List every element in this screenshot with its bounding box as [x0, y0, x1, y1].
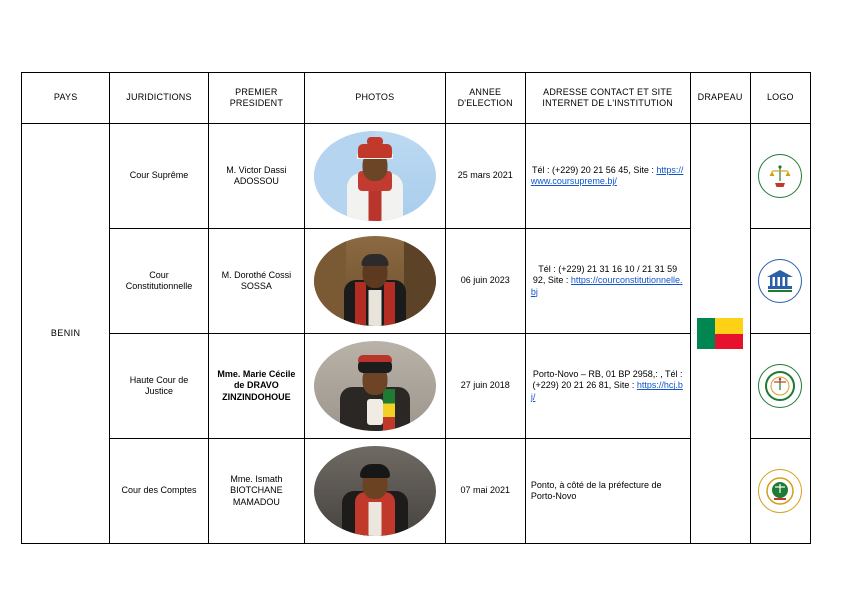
- header-juridictions: JURIDICTIONS: [110, 73, 208, 124]
- logo-cour-des-comptes: [757, 468, 803, 514]
- cell-premier-president: Mme. Marie Cécile de DRAVO ZINZINDOHOUE: [208, 334, 304, 439]
- table-row: [22, 124, 811, 229]
- cell-adresse-contact: [525, 334, 690, 439]
- cell-annee-election: 27 juin 2018: [445, 334, 525, 439]
- logo-cour-constitutionnelle: [757, 258, 803, 304]
- cell-adresse-contact: [525, 439, 690, 544]
- header-row: [22, 73, 811, 124]
- cell-pays-benin: BENIN: [22, 124, 110, 544]
- site-link[interactable]: https://www.coursupreme.bj/: [530, 164, 684, 186]
- header-logo: LOGO: [750, 73, 810, 124]
- header-adresse-contact: ADRESSE CONTACT ET SITE INTERNET DE L'INSTITUTION: [525, 73, 690, 124]
- cell-logo: [750, 439, 810, 544]
- cell-annee-election: 06 juin 2023: [445, 229, 525, 334]
- cell-juridiction: Haute Cour de Justice: [110, 334, 208, 439]
- cell-adresse-contact: [525, 124, 690, 229]
- header-annee-election: ANNEE D'ELECTION: [445, 73, 525, 124]
- cell-juridiction: Cour Suprême: [110, 124, 208, 229]
- cell-premier-president: Mme. Ismath BIOTCHANE MAMADOU: [208, 439, 304, 544]
- photo-dorothe-cossi-sossa: [311, 235, 439, 327]
- cell-premier-president: M. Dorothé Cossi SOSSA: [208, 229, 304, 334]
- site-link[interactable]: https://courconstitutionnelle.bj: [530, 275, 683, 297]
- photo-ismath-biotchane-mamadou: [311, 445, 439, 537]
- adresse-text: Tél : (+229) 21 31 16 10 / 21 31 59 92, Site :: [532, 264, 678, 286]
- cell-adresse-contact: [525, 229, 690, 334]
- cell-annee-election: 07 mai 2021: [445, 439, 525, 544]
- photo-marie-cecile-de-dravo-zinzindohoue: [311, 340, 439, 432]
- table-header: [22, 73, 811, 124]
- logo-haute-cour-de-justice: [757, 363, 803, 409]
- juridictions-table: [21, 72, 811, 544]
- site-link[interactable]: https://hcj.bj/: [530, 380, 683, 402]
- cell-juridiction: Cour Constitutionnelle: [110, 229, 208, 334]
- table-body: [22, 124, 811, 544]
- cell-drapeau: [690, 124, 750, 544]
- header-pays: PAYS: [22, 73, 110, 124]
- cell-premier-president: M. Victor Dassi ADOSSOU: [208, 124, 304, 229]
- adresse-text: Porto-Novo – RB, 01 BP 2958,: , Tél : (+229) 20 21 26 81, Site :: [532, 369, 683, 391]
- cell-photo: [305, 124, 446, 229]
- cell-photo: [305, 334, 446, 439]
- header-photos: PHOTOS: [305, 73, 446, 124]
- drapeau-benin-icon: [697, 318, 743, 349]
- cell-logo: [750, 229, 810, 334]
- cell-logo: [750, 124, 810, 229]
- header-drapeau: DRAPEAU: [690, 73, 750, 124]
- cell-annee-election: 25 mars 2021: [445, 124, 525, 229]
- cell-photo: [305, 439, 446, 544]
- adresse-text: Tél : (+229) 20 21 56 45, Site :: [532, 164, 654, 175]
- cell-logo: [750, 334, 810, 439]
- cell-photo: [305, 229, 446, 334]
- adresse-text: Ponto, à côté de la préfecture de Porto-Novo: [530, 479, 662, 501]
- header-premier-president: PREMIER PRESIDENT: [208, 73, 304, 124]
- photo-victor-dassi-adossou: [311, 130, 439, 222]
- cell-juridiction: Cour des Comptes: [110, 439, 208, 544]
- logo-cour-supreme: [757, 153, 803, 199]
